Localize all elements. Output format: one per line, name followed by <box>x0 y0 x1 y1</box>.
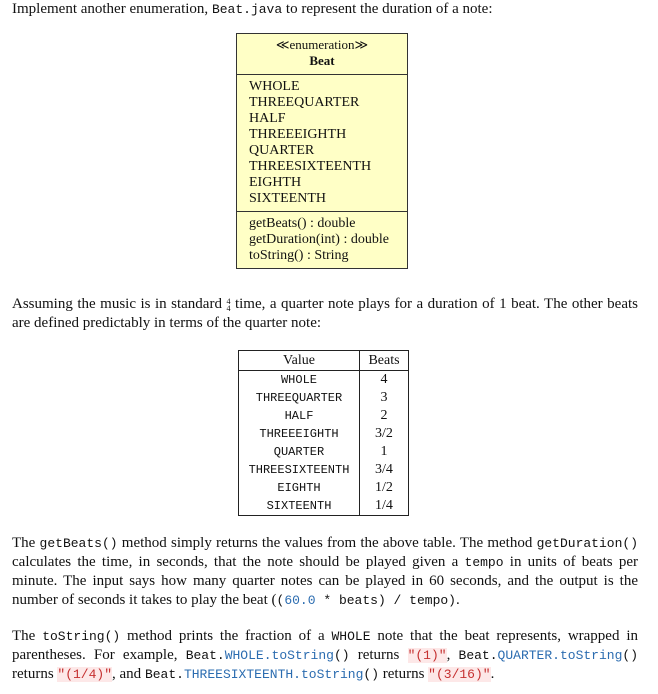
code-field: WHOLE. <box>224 648 272 663</box>
table-cell-beats: 1/4 <box>360 497 409 516</box>
para4-text: , <box>446 647 459 663</box>
table-cell-beats: 3/2 <box>360 425 409 443</box>
uml-class-name: Beat <box>309 53 335 68</box>
table-cell-beats: 1 <box>360 443 409 461</box>
uml-constant: HALF <box>249 111 286 126</box>
uml-method: getBeats() : double <box>249 216 356 231</box>
para3-text: calculates the time, in seconds, that the note should be played given a <box>12 554 465 570</box>
table-cell-value: THREEQUARTER <box>239 389 360 407</box>
getbeats-paragraph <box>12 534 638 610</box>
uml-methods <box>237 212 407 264</box>
uml-constant: THREESIXTEENTH <box>249 159 372 174</box>
table-cell-beats: 2 <box>360 407 409 425</box>
intro-paragraph <box>12 0 638 19</box>
para3-text-end: . <box>455 592 460 608</box>
code-formula-open: ( <box>276 593 285 608</box>
para4-text-end: . <box>490 666 495 682</box>
uml-method: getDuration(int) : double <box>249 232 389 247</box>
para3-text: method simply returns the values from the above table. The method <box>117 535 537 551</box>
table-cell-beats: 3 <box>360 389 409 407</box>
code-parens: () <box>363 667 380 682</box>
para4-text: The <box>12 628 43 644</box>
code-formula-close: ) <box>448 593 456 608</box>
code-method: toString <box>271 648 334 663</box>
code-whole: WHOLE <box>331 629 371 644</box>
code-parens: () <box>333 648 350 663</box>
beats-table <box>238 350 409 516</box>
code-field: THREESIXTEENTH. <box>183 667 301 682</box>
code-formula-number: 60.0 <box>284 593 316 608</box>
para4-text: method prints the fraction of a <box>120 628 332 644</box>
code-string: "(1)" <box>407 648 447 663</box>
table-row <box>239 371 409 390</box>
code-string: "(3/16)" <box>428 667 491 682</box>
tostring-paragraph <box>12 627 638 684</box>
table-row <box>239 443 409 461</box>
para4-text: returns <box>349 647 408 663</box>
para2-text-end: time, a quarter note plays for a duration of 1 beat. The other beats are defined predictably in terms of the quarter note: <box>12 296 638 331</box>
table-cell-value: THREESIXTEENTH <box>239 461 360 479</box>
table-cell-value: WHOLE <box>239 371 360 390</box>
table-cell-beats: 4 <box>360 371 409 390</box>
table-cell-value: QUARTER <box>239 443 360 461</box>
code-method: toString <box>300 667 364 682</box>
time-denominator: 4 <box>226 304 231 313</box>
time-numerator: 4 <box>226 297 231 306</box>
code-example-threesixteenth <box>145 667 379 682</box>
code-class: Beat. <box>144 667 184 682</box>
code-getbeats: getBeats() <box>39 536 118 551</box>
para4-text: , and <box>112 666 145 682</box>
code-class: Beat. <box>185 648 225 663</box>
code-class: Beat. <box>458 648 498 663</box>
time-signature-paragraph <box>12 295 638 333</box>
code-formula <box>277 593 449 608</box>
code-method: toString <box>559 648 623 663</box>
code-tostring: toString() <box>42 629 121 644</box>
code-formula-rest: * beats) / tempo <box>315 593 449 608</box>
para4-text: returns <box>379 666 429 682</box>
para3-text: in units of beats per minute. The input says how many quarter notes can be played in 60 seconds, and the output is the number of seconds it takes to play the beat ( <box>12 554 639 608</box>
uml-header <box>237 34 407 75</box>
uml-constant: SIXTEENTH <box>249 191 326 206</box>
para4-text: returns <box>12 666 58 682</box>
table-cell-value: THREEEIGHTH <box>239 425 360 443</box>
table-cell-value: EIGHTH <box>239 479 360 497</box>
uml-method: toString() : String <box>249 248 349 263</box>
table-header-row <box>239 351 409 371</box>
filename-code: Beat.java <box>211 2 283 17</box>
table-header-value: Value <box>239 351 360 371</box>
code-getduration: getDuration() <box>536 536 638 551</box>
table-cell-value: SIXTEENTH <box>239 497 360 516</box>
code-field: QUARTER. <box>497 648 560 663</box>
code-string: "(1/4)" <box>57 667 113 682</box>
uml-constants <box>237 75 407 212</box>
uml-constant: WHOLE <box>249 79 300 94</box>
uml-constant: QUARTER <box>249 143 315 158</box>
intro-text-end: to represent the duration of a note: <box>282 1 493 17</box>
table-row <box>239 497 409 516</box>
table-row <box>239 425 409 443</box>
uml-stereotype: ≪enumeration≫ <box>275 37 369 52</box>
table-cell-beats: 3/4 <box>360 461 409 479</box>
table-row <box>239 407 409 425</box>
table-cell-value: HALF <box>239 407 360 425</box>
uml-constant: THREEEIGHTH <box>249 127 347 142</box>
table-row <box>239 389 409 407</box>
para2-text: Assuming the music is in standard <box>12 296 227 312</box>
table-header-beats: Beats <box>360 351 409 371</box>
uml-constant: THREEQUARTER <box>249 95 360 110</box>
code-parens: () <box>622 648 638 663</box>
intro-text: Implement another enumeration, <box>12 1 212 17</box>
code-example-whole <box>186 648 350 663</box>
table-row <box>239 479 409 497</box>
code-tempo: tempo <box>464 555 504 570</box>
table-row <box>239 461 409 479</box>
uml-constant: EIGHTH <box>249 175 302 190</box>
code-example-quarter <box>459 648 638 663</box>
uml-enumeration-box <box>236 33 408 269</box>
table-cell-beats: 1/2 <box>360 479 409 497</box>
para4-text: note that the beat represents, wrapped in parentheses. For example, <box>12 628 638 663</box>
para3-text: The <box>12 535 40 551</box>
